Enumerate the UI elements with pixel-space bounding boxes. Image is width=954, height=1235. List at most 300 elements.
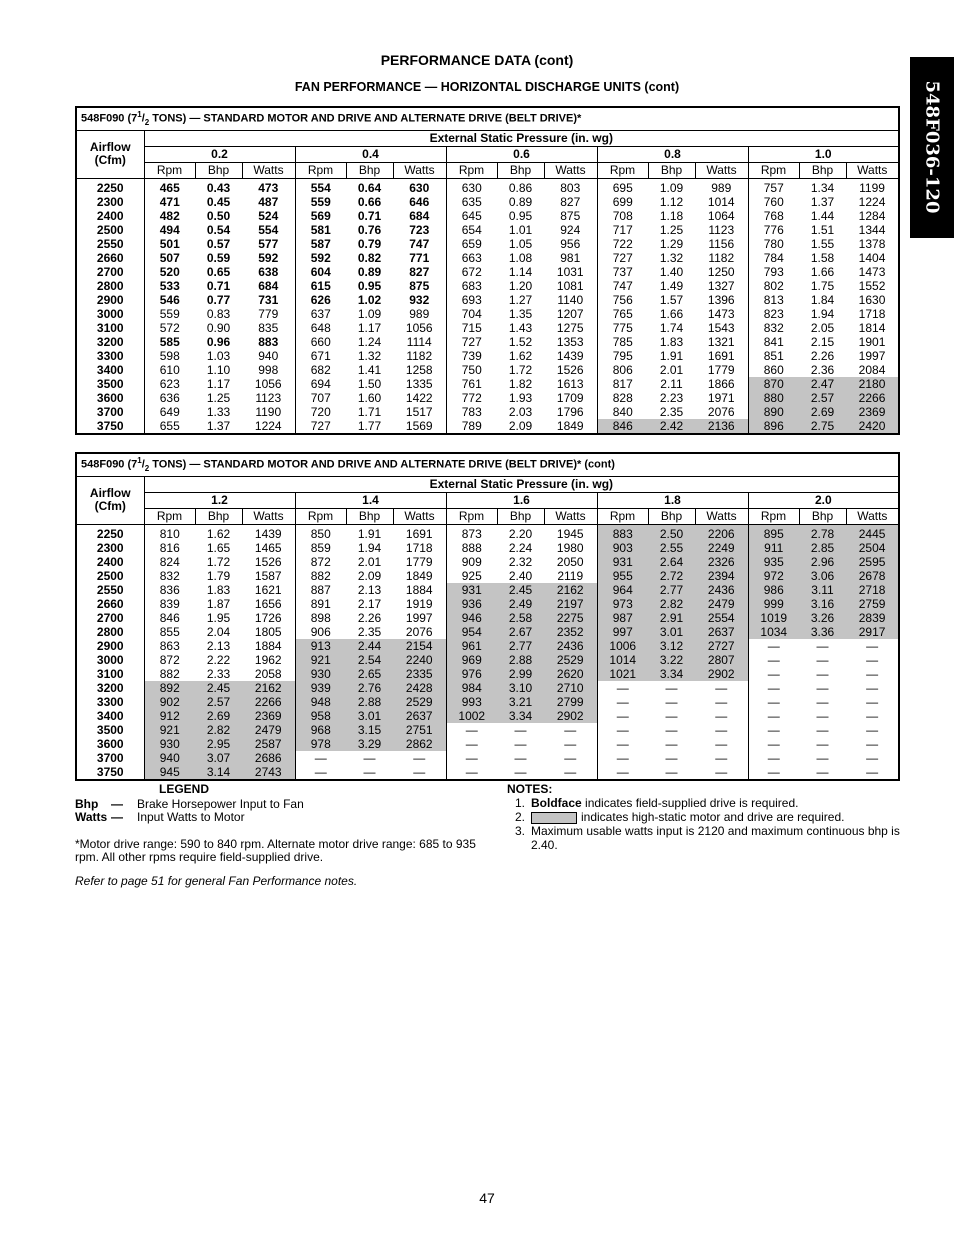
data-cell: — [816,750,829,765]
data-cell: 2.22 [206,652,231,667]
data-cell: 1.44 [810,208,835,223]
table-row [76,195,899,209]
data-cell: 891 [295,597,346,611]
data-cell: 2.05 [810,320,835,335]
data-cell: — [748,765,799,780]
data-cell: 2.47 [799,377,846,391]
data-cell: 2084 [858,362,886,377]
data-cell: 1814 [858,320,886,335]
data-cell: 785 [597,335,648,349]
table-title-text: 548F090 (7 [81,112,138,125]
data-cell: 1709 [556,390,584,405]
airflow-cell: 2700 [76,265,144,279]
data-cell: 760 [748,195,799,209]
data-cell: 2.26 [810,348,835,363]
data-cell: 2050 [556,554,584,569]
airflow-cell: 2800 [76,625,144,639]
data-cell: 921 [144,723,195,737]
column-header: Watts [242,162,295,178]
data-cell: 646 [409,194,430,209]
data-cell: 694 [295,377,346,391]
airflow-cell: 3200 [76,681,144,695]
table-row [76,653,899,667]
data-cell: — [597,765,648,780]
note-number: 3. [514,824,525,838]
data-cell: — [665,750,678,765]
data-cell: 2839 [846,611,899,625]
data-cell: 2.54 [346,653,393,667]
esp-header-row [76,476,899,492]
airflow-cell: 2700 [76,611,144,625]
data-cell: 780 [748,237,799,251]
data-cell: 1224 [254,418,282,433]
data-cell: 671 [295,349,346,363]
data-cell: 0.82 [357,250,382,265]
table-row [76,583,899,597]
data-cell: 2.35 [659,404,684,419]
data-cell: 1587 [254,568,282,583]
data-cell: 1.17 [206,376,231,391]
airflow-cell: 2300 [76,541,144,555]
data-cell: 1439 [556,348,584,363]
data-cell: 940 [144,751,195,765]
data-cell: 0.50 [206,208,231,223]
data-cell: — [715,722,728,737]
column-header: Bhp [195,508,242,524]
motor-footnote: *Motor drive range: 590 to 840 rpm. Alternate motor drive range: 685 to 935 rpm. All other rpms require field-supplied drive. [75,837,476,864]
data-cell: 855 [159,624,180,639]
data-cell: 1.77 [357,418,382,433]
data-cell: 2.15 [810,334,835,349]
data-cell: 863 [159,638,180,653]
table-row [76,178,899,195]
data-cell: 1.66 [810,264,835,279]
data-cell: 835 [258,320,279,335]
data-cell: 654 [446,223,497,237]
data-cell: 3.21 [497,695,544,709]
data-cell: 1156 [708,236,735,251]
table-row [76,209,899,223]
pressure-header: 0.8 [597,146,748,162]
data-cell: 846 [597,419,648,434]
data-cell: 747 [409,236,430,251]
data-cell: 1081 [556,278,584,293]
data-cell: — [597,723,648,737]
airflow-cell: 2900 [76,639,144,653]
data-cell: — [564,722,577,737]
data-cell: — [665,722,678,737]
table-title-text: TONS) — STANDARD MOTOR AND DRIVE AND ALTERNATE DRIVE (BELT DRIVE)* [149,112,582,125]
esp-header-row [76,130,899,146]
data-cell: 2.95 [195,737,242,751]
data-cell: — [363,764,376,779]
column-header: Watts [846,162,899,178]
data-cell: 695 [597,178,648,195]
data-cell: 1691 [707,348,735,363]
column-header: Bhp [346,162,393,178]
data-cell: 569 [295,209,346,223]
page-subtitle: FAN PERFORMANCE — HORIZONTAL DISCHARGE UNITS (cont) [294,80,680,94]
data-cell: 1002 [446,709,497,723]
data-cell: 827 [409,264,430,279]
data-cell: 2119 [557,568,584,583]
data-cell: — [816,764,829,779]
data-cell: 921 [295,653,346,667]
data-cell: 637 [295,307,346,321]
data-cell: 655 [159,418,180,433]
table-row [76,363,899,377]
data-cell: 1.84 [810,292,835,307]
data-cell: 1.02 [357,292,382,307]
data-cell: 1997 [405,610,433,625]
data-cell: 0.89 [508,194,533,209]
airflow-cell: 3000 [76,307,144,321]
data-cell: 2727 [695,639,748,653]
column-header: Watts [242,508,295,524]
data-cell: 2529 [393,695,446,709]
data-cell: 0.89 [357,264,382,279]
data-cell: — [748,667,799,681]
fraction-denominator: 2 [144,463,150,473]
data-cell: 0.54 [206,222,231,237]
data-cell: 0.90 [206,320,231,335]
data-cell: 2136 [695,419,748,434]
data-cell: 2686 [242,751,295,765]
data-cell: 1.55 [810,236,835,251]
data-cell: 912 [144,709,195,723]
data-cell: 2.01 [659,362,684,377]
data-cell: — [816,652,829,667]
data-cell: 684 [409,208,430,223]
data-cell: — [597,695,648,709]
data-cell: 1014 [597,653,648,667]
data-cell: 1.75 [810,278,835,293]
data-cell: 2595 [846,555,899,569]
data-cell: 1.79 [206,568,231,583]
data-cell: — [597,751,648,765]
data-cell: 1.91 [659,348,684,363]
data-cell: 2.96 [799,555,846,569]
data-cell: 2.72 [648,569,695,583]
data-cell: 2479 [695,597,748,611]
data-cell: 546 [159,292,180,307]
data-cell: 727 [597,251,648,265]
data-cell: 708 [597,209,648,223]
data-cell: 1224 [858,194,886,209]
data-cell: 1190 [255,404,282,419]
legend-dash: — [111,810,123,824]
data-cell: 2.33 [206,666,231,681]
column-header-row [76,162,899,178]
data-cell: 771 [409,250,430,265]
esp-label: External Static Pressure (in. wg) [144,130,899,146]
side-tab-label: 548F036-120 [921,80,943,214]
note-1 [507,796,907,810]
data-cell: 2197 [544,597,597,611]
data-cell: 2.40 [508,568,533,583]
data-cell: 638 [258,264,279,279]
data-cell: 972 [748,569,799,583]
data-cell: 1182 [406,348,433,363]
legend-desc: Input Watts to Motor [137,810,245,824]
data-cell: 3.01 [648,625,695,639]
data-cell: 1.87 [206,596,231,611]
legend [75,782,495,888]
data-cell: 954 [446,625,497,639]
data-cell: 913 [295,639,346,653]
airflow-cell: 3700 [76,405,144,419]
data-cell: 1344 [858,222,886,237]
data-cell: 846 [159,610,180,625]
data-cell: — [715,708,728,723]
data-cell: 1056 [405,320,433,335]
data-cell: 803 [560,180,581,195]
data-cell: 3.11 [799,583,846,597]
note-text: indicates high-static motor and drive are required. [581,810,845,824]
data-cell: — [665,764,678,779]
data-cell: 860 [748,363,799,377]
data-cell: — [748,653,799,667]
data-cell: 3.34 [497,709,544,723]
table-row [76,524,899,541]
data-cell: 1327 [707,278,735,293]
data-cell: 925 [446,569,497,583]
data-cell: 793 [748,265,799,279]
table-title-text: 548F090 (7 [81,458,138,471]
data-cell: 1207 [556,306,584,321]
data-cell: 993 [446,695,497,709]
gray-swatch [531,812,577,824]
data-cell: — [514,764,527,779]
fan-performance-table-2 [75,452,900,781]
data-cell: 1630 [858,292,886,307]
data-cell: 2076 [707,404,735,419]
data-cell: 659 [446,237,497,251]
data-cell: 592 [295,251,346,265]
data-cell: 1006 [597,639,648,653]
airflow-label: Airflow [89,486,131,501]
data-cell: 2428 [393,681,446,695]
data-cell: 895 [748,524,799,541]
data-cell: 2.88 [497,653,544,667]
data-cell: 2326 [695,555,748,569]
data-cell: 1901 [858,334,886,349]
data-cell: 945 [144,765,195,780]
column-header: Bhp [497,162,544,178]
legend-dash: — [111,797,123,811]
pressure-header: 2.0 [748,492,899,508]
data-cell: 649 [159,404,180,419]
data-cell: 2.09 [357,568,382,583]
data-cell: 1718 [858,306,886,321]
airflow-cell: 3400 [76,709,144,723]
data-cell: — [748,723,799,737]
legend-item [75,811,495,824]
data-cell: 645 [446,209,497,223]
data-cell: 2710 [544,681,597,695]
data-cell: 1526 [556,362,584,377]
table-row [76,265,899,279]
data-cell: 2266 [846,391,899,405]
fraction-denominator: 2 [144,117,150,127]
table-row [76,695,899,709]
data-cell: 727 [295,419,346,434]
data-cell: 2799 [544,695,597,709]
data-cell: 1.32 [659,250,684,265]
data-cell: 0.76 [357,222,382,237]
data-cell: 2.45 [497,583,544,597]
data-cell: 1422 [405,390,433,405]
data-cell: 731 [258,292,279,307]
data-cell: 883 [258,334,279,349]
data-cell: 765 [597,307,648,321]
data-cell: 998 [258,362,279,377]
data-cell: 935 [748,555,799,569]
data-cell: 1.93 [508,390,533,405]
note-number: 2. [514,810,525,824]
data-cell: 2352 [544,625,597,639]
data-cell: 2862 [393,737,446,751]
data-cell: 1945 [556,526,584,541]
data-cell: 2058 [254,666,282,681]
table-row [76,639,899,653]
data-cell: 883 [597,524,648,541]
data-cell: 875 [560,208,581,223]
data-cell: 989 [711,180,732,195]
airflow-cell: 3600 [76,391,144,405]
data-cell: 1.20 [508,278,533,293]
data-cell: — [665,680,678,695]
data-cell: 948 [295,695,346,709]
airflow-cell: 3750 [76,765,144,780]
data-cell: 1726 [254,610,282,625]
column-header: Bhp [648,508,695,524]
data-cell: 1849 [405,568,433,583]
data-cell: 592 [258,250,279,265]
data-cell: — [866,638,879,653]
data-cell: 2249 [695,541,748,555]
data-cell: 1.57 [659,292,684,307]
data-cell: 1.34 [810,180,835,195]
data-cell: 699 [597,195,648,209]
data-cell: — [514,750,527,765]
data-cell: 2554 [695,611,748,625]
data-cell: 1884 [405,582,433,597]
data-cell: 2.69 [195,709,242,723]
data-cell: — [715,750,728,765]
fraction-numerator: 1 [137,110,142,119]
column-header: Rpm [597,508,648,524]
airflow-cell: 2660 [76,251,144,265]
data-cell: 623 [159,376,180,391]
data-cell: 768 [748,209,799,223]
data-cell: 717 [597,223,648,237]
data-cell: 2.67 [497,625,544,639]
table-row [76,391,899,405]
data-cell: — [715,680,728,695]
data-cell: 911 [748,541,799,555]
airflow-cell: 2800 [76,279,144,293]
data-cell: 932 [409,292,430,307]
data-cell: — [748,709,799,723]
data-cell: 859 [295,541,346,555]
data-cell: 2.35 [357,624,382,639]
data-cell: 841 [748,335,799,349]
data-cell: — [866,764,879,779]
data-cell: 739 [446,349,497,363]
data-cell: 813 [748,293,799,307]
data-cell: 2206 [695,524,748,541]
data-cell: 2.13 [357,582,382,597]
table-row [76,751,899,765]
data-cell: — [816,736,829,751]
column-header: Bhp [648,162,695,178]
data-cell: 1275 [556,320,584,335]
data-cell: 2369 [846,405,899,419]
data-cell: 0.95 [508,208,533,223]
data-cell: 1621 [254,582,282,597]
data-cell: 2266 [242,695,295,709]
data-cell: — [665,694,678,709]
data-cell: — [816,694,829,709]
column-header: Bhp [195,162,242,178]
data-cell: — [413,764,426,779]
data-cell: 1980 [556,540,584,555]
data-cell: 964 [597,583,648,597]
data-cell: 1.60 [357,390,382,405]
data-cell: 1.08 [508,250,533,265]
data-cell: 507 [159,250,180,265]
note-2 [507,810,907,824]
data-cell: 2154 [393,639,446,653]
data-cell: 2.82 [195,723,242,737]
data-cell: 559 [159,306,180,321]
airflow-cell: 3100 [76,321,144,335]
data-cell: 2.57 [195,695,242,709]
data-cell: — [665,736,678,751]
data-cell: 1.52 [508,334,533,349]
data-cell: 961 [446,639,497,653]
data-cell: — [446,751,497,765]
data-cell: 1.94 [810,306,835,321]
data-cell: — [866,750,879,765]
data-cell: 1123 [255,390,282,405]
data-cell: 2.88 [346,695,393,709]
data-cell: — [413,750,426,765]
airflow-cell: 3700 [76,751,144,765]
table-row [76,419,899,434]
data-cell: 1971 [707,390,735,405]
data-cell: 2.76 [346,681,393,695]
airflow-cell: 3750 [76,419,144,434]
legend-term: Watts [75,810,108,824]
data-cell: 1.82 [508,376,533,391]
data-cell: 747 [597,279,648,293]
pressure-header: 1.0 [748,146,899,162]
data-cell: — [446,737,497,751]
data-cell: 2718 [846,583,899,597]
data-cell: 898 [295,611,346,625]
table-row [76,223,899,237]
column-header: Rpm [144,162,195,178]
data-cell: 3.16 [799,597,846,611]
data-cell: 0.71 [206,278,231,293]
page-number: 47 [479,1190,495,1206]
data-cell: 473 [258,180,279,195]
data-cell: 0.45 [206,194,231,209]
data-cell: — [665,708,678,723]
data-cell: 832 [748,321,799,335]
